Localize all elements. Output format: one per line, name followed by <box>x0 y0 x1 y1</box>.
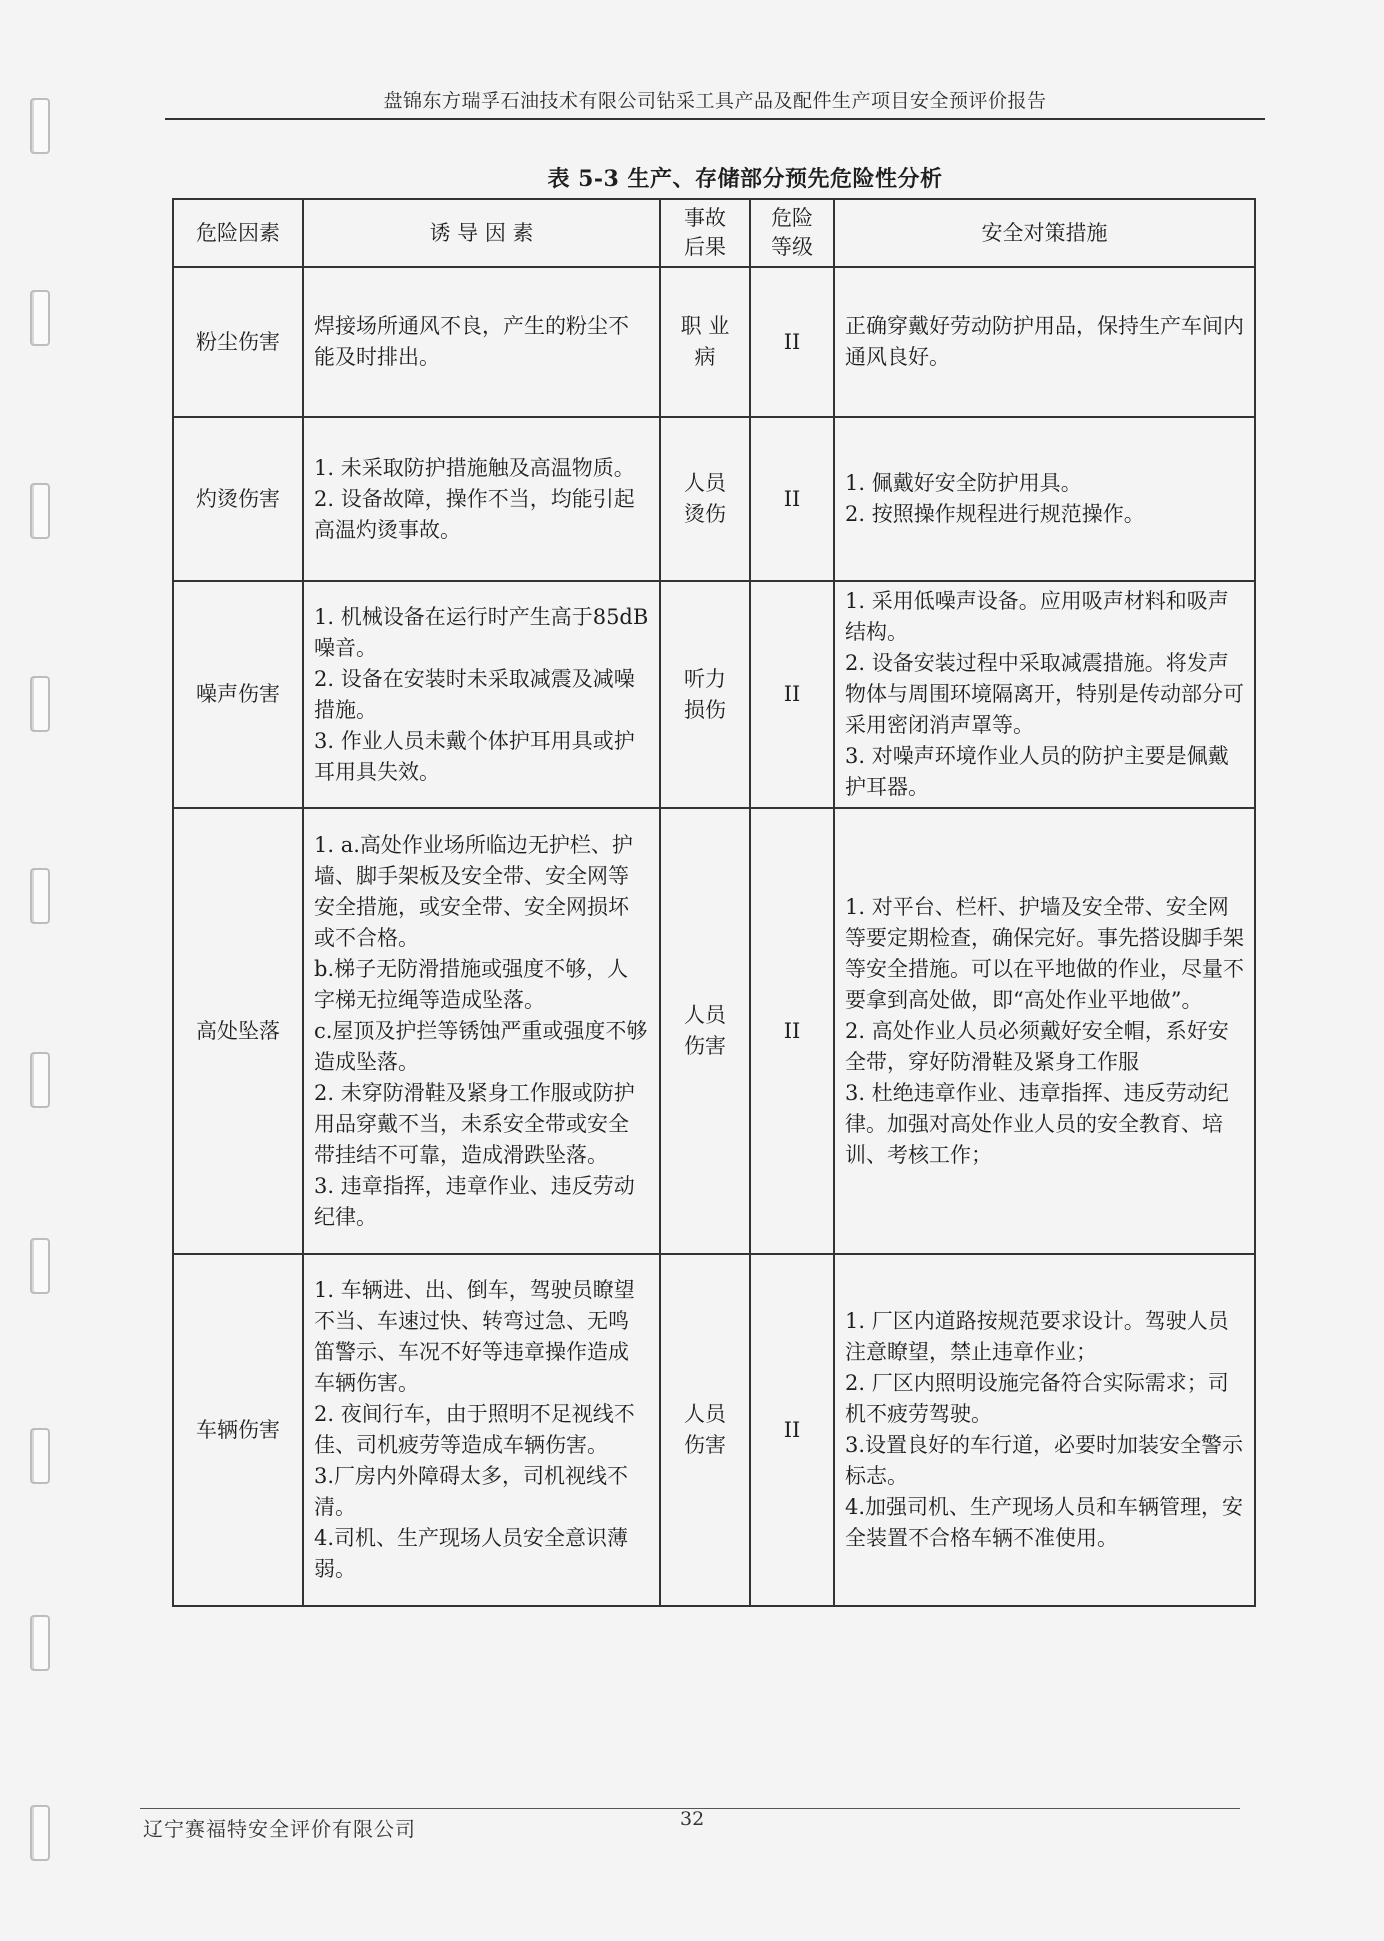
binder-hole <box>30 98 50 154</box>
binder-hole <box>30 1428 50 1484</box>
table-row <box>173 808 1255 1254</box>
measure-line: 3. 杜绝违章作业、违章指挥、违反劳动纪律。加强对高处作业人员的安全教育、培训、考核工作； <box>845 1080 1229 1167</box>
column-header-level-line: 危险 <box>771 206 813 230</box>
consequence-line: 烫伤 <box>684 502 726 526</box>
cause-line: b.梯子无防滑措施或强度不够，人字梯无拉绳等造成坠落。 <box>314 956 629 1012</box>
consequence-line: 伤害 <box>684 1034 726 1058</box>
inducing-cause <box>303 581 660 808</box>
cause-line: 焊接场所通风不良，产生的粉尘不能及时排出。 <box>314 314 629 369</box>
cause-line: c.屋顶及护拦等锈蚀严重或强度不够造成坠落。 <box>314 1018 648 1074</box>
safety-measure <box>834 581 1255 808</box>
cause-line: 2. 设备在安装时未采取减震及减噪措施。 <box>314 666 635 722</box>
column-header-cause: 诱 导 因 素 <box>303 199 660 267</box>
inducing-cause <box>303 417 660 581</box>
consequence-line: 损伤 <box>684 697 726 722</box>
column-header-level <box>750 199 834 267</box>
column-header-consequence-line: 后果 <box>684 235 726 259</box>
hazard-level: II <box>750 267 834 417</box>
consequence-line: 听力 <box>684 666 726 691</box>
hazard-level: II <box>750 808 834 1254</box>
measure-line: 1. 对平台、栏杆、护墙及安全带、安全网等要定期检查，确保完好。事先搭设脚手架等安全措施。可以在平地做的作业，尽量不要拿到高处做，即“高处作业平地做”。 <box>845 894 1244 1012</box>
footer-company: 辽宁赛福特安全评价有限公司 <box>143 1817 416 1841</box>
consequence-line: 伤害 <box>684 1433 726 1457</box>
cause-line: 2. 设备故障，操作不当，均能引起高温灼烫事故。 <box>314 486 635 542</box>
binder-hole <box>30 483 50 539</box>
column-header-factor: 危险因素 <box>173 199 303 267</box>
measure-line: 1. 厂区内道路按规范要求设计。驾驶人员注意瞭望，禁止违章作业； <box>845 1309 1229 1364</box>
binder-hole <box>30 1052 50 1108</box>
accident-consequence <box>660 581 750 808</box>
cause-line: 1. 机械设备在运行时产生高于85dB 噪音。 <box>314 604 649 660</box>
consequence-line: 人员 <box>684 1003 726 1027</box>
safety-measure <box>834 808 1255 1254</box>
table-row <box>173 267 1255 417</box>
cause-line: 3. 作业人员未戴个体护耳用具或护耳用具失效。 <box>314 728 635 784</box>
accident-consequence <box>660 1254 750 1606</box>
table-header-row <box>173 199 1255 267</box>
cause-line: 1. a.高处作业场所临边无护栏、护墙、脚手架板及安全带、安全网等安全措施，或安全带、安全网损坏或不合格。 <box>314 832 633 950</box>
safety-measure <box>834 267 1255 417</box>
measure-line: 2. 按照操作规程进行规范操作。 <box>845 502 1145 526</box>
hazard-factor: 车辆伤害 <box>173 1254 303 1606</box>
measure-line: 4.加强司机、生产现场人员和车辆管理，安全装置不合格车辆不准使用。 <box>845 1495 1244 1550</box>
measure-line: 2. 厂区内照明设施完备符合实际需求；司机不疲劳驾驶。 <box>845 1371 1229 1426</box>
hazard-analysis-table <box>172 198 1256 1607</box>
table-row <box>173 1254 1255 1606</box>
accident-consequence <box>660 267 750 417</box>
measure-line: 3.设置良好的车行道，必要时加装安全警示标志。 <box>845 1433 1244 1488</box>
binder-hole <box>30 1615 50 1671</box>
hazard-factor: 噪声伤害 <box>173 581 303 808</box>
header-divider <box>165 118 1265 120</box>
accident-consequence <box>660 808 750 1254</box>
inducing-cause <box>303 808 660 1254</box>
measure-line: 1. 采用低噪声设备。应用吸声材料和吸声结构。 <box>845 589 1229 644</box>
hazard-factor: 高处坠落 <box>173 808 303 1254</box>
measure-line: 2. 高处作业人员必须戴好安全帽，系好安全带，穿好防滑鞋及紧身工作服 <box>845 1018 1229 1074</box>
table-row <box>173 581 1255 808</box>
cause-line: 2. 未穿防滑鞋及紧身工作服或防护用品穿戴不当，未系安全带或安全带挂结不可靠，造成滑跌坠落。 <box>314 1080 635 1167</box>
consequence-line: 职 业 <box>680 314 730 338</box>
table-row <box>173 417 1255 581</box>
measure-line: 2. 设备安装过程中采取减震措施。将发声物体与周围环境隔离开，特别是传动部分可采用密闭消声罩等。 <box>845 651 1244 737</box>
binder-holes <box>22 0 56 1941</box>
measure-line: 正确穿戴好劳动防护用品，保持生产车间内通风良好。 <box>845 314 1244 369</box>
consequence-line: 人员 <box>684 1402 726 1426</box>
column-header-measure: 安全对策措施 <box>834 199 1255 267</box>
page-header-title: 盘锦东方瑞孚石油技术有限公司钻采工具产品及配件生产项目安全预评价报告 <box>383 90 1047 112</box>
hazard-level: II <box>750 1254 834 1606</box>
measure-line: 3. 对噪声环境作业人员的防护主要是佩戴护耳器。 <box>845 744 1229 799</box>
binder-hole <box>30 676 50 732</box>
hazard-factor: 粉尘伤害 <box>173 267 303 417</box>
page-number: 32 <box>680 1808 705 1830</box>
cause-line: 3. 违章指挥，违章作业、违反劳动纪律。 <box>314 1173 635 1229</box>
hazard-level: II <box>750 417 834 581</box>
cause-line: 2. 夜间行车，由于照明不足视线不佳、司机疲劳等造成车辆伤害。 <box>314 1402 635 1457</box>
hazard-factor: 灼烫伤害 <box>173 417 303 581</box>
inducing-cause <box>303 267 660 417</box>
binder-hole <box>30 1238 50 1294</box>
cause-line: 1. 未采取防护措施触及高温物质。 <box>314 455 635 480</box>
binder-hole <box>30 1805 50 1861</box>
consequence-line: 病 <box>694 345 716 369</box>
cause-line: 1. 车辆进、出、倒车，驾驶员瞭望不当、车速过快、转弯过急、无鸣笛警示、车况不好等违章操作造成车辆伤害。 <box>314 1278 635 1395</box>
column-header-consequence-line: 事故 <box>684 206 726 230</box>
hazard-level: II <box>750 581 834 808</box>
measure-line: 1. 佩戴好安全防护用具。 <box>845 471 1082 495</box>
accident-consequence <box>660 417 750 581</box>
safety-measure <box>834 417 1255 581</box>
column-header-consequence <box>660 199 750 267</box>
safety-measure <box>834 1254 1255 1606</box>
consequence-line: 人员 <box>684 471 726 495</box>
cause-line: 4.司机、生产现场人员安全意识薄弱。 <box>314 1526 629 1581</box>
inducing-cause <box>303 1254 660 1606</box>
column-header-level-line: 等级 <box>771 235 813 259</box>
table-title: 表 5-3 生产、存储部分预先危险性分析 <box>547 166 943 192</box>
binder-hole <box>30 290 50 346</box>
binder-hole <box>30 868 50 924</box>
cause-line: 3.厂房内外障碍太多，司机视线不清。 <box>314 1464 629 1519</box>
